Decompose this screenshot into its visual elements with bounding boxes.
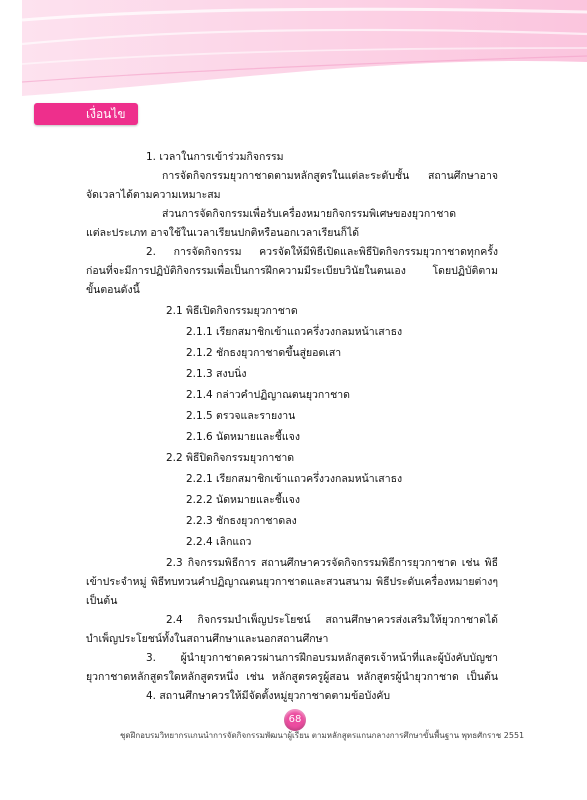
list-item: 2.2.3 ชักธงยุวกาชาดลง	[186, 515, 297, 527]
page-footer: ชุดฝึกอบรมวิทยากรแกนนำการจัดกิจกรรมพัฒนาผู้เรียน ตามหลักสูตรแกนกลางการศึกษาขั้นพื้นฐาน พุทธศักราช 2551	[120, 731, 525, 740]
paragraph-line: 1. เวลาในการเข้าร่วมกิจกรรม	[146, 151, 284, 163]
section-heading-label: เงื่อนไข	[86, 107, 126, 121]
paragraph-line: เข้าประจำหมู่ พิธีทบทวนคำปฏิญาณตนยุวกาชาดและสวนสนาม พิธีประดับเครื่องหมายต่างๆ	[86, 576, 498, 588]
paragraph-line: ก่อนที่จะมีการปฏิบัติกิจกรรมเพื่อเป็นการฝึกความมีระเบียบวินัยในตนเอง โดยปฏิบัติตาม	[86, 265, 498, 277]
paragraph-line: 4. สถานศึกษาควรให้มีจัดตั้งหมู่ยุวกาชาดตามข้อบังคับ	[146, 690, 391, 702]
paragraph-line: จัดเวลาได้ตามความเหมาะสม	[86, 189, 221, 201]
paragraph-line: ยุวกาชาดหลักสูตรใดหลักสูตรหนึ่ง เช่น หลักสูตรครูผู้สอน หลักสูตรผู้นำยุวกาชาด เป็นต้น	[86, 671, 498, 683]
list-heading: 2.2 พิธีปิดกิจกรรมยุวกาชาด	[166, 452, 295, 464]
paragraph-line: 3. ผู้นำยุวกาชาดควรผ่านการฝึกอบรมหลักสูตรเจ้าหน้าที่และผู้บังคับบัญชา	[146, 652, 498, 664]
list-item: 2.1.5 ตรวจและรายงาน	[186, 410, 296, 422]
list-item: 2.1.1 เรียกสมาชิกเข้าแถวครึ่งวงกลมหน้าเสาธง	[186, 326, 403, 338]
list-heading: 2.1 พิธีเปิดกิจกรรมยุวกาชาด	[166, 305, 298, 317]
paragraph-line: ขั้นตอนดังนี้	[86, 284, 140, 296]
list-item: 2.2.4 เลิกแถว	[186, 536, 252, 548]
list-item: 2.2.1 เรียกสมาชิกเข้าแถวครึ่งวงกลมหน้าเสาธง	[186, 473, 403, 485]
list-item: 2.2.2 นัดหมายและชี้แจง	[186, 494, 300, 506]
page-number-badge: 68	[284, 709, 306, 731]
paragraph-line: 2.4 กิจกรรมบำเพ็ญประโยชน์ สถานศึกษาควรส่งเสริมให้ยุวกาชาดได้	[166, 614, 498, 626]
paragraph-line: บำเพ็ญประโยชน์ทั้งในสถานศึกษาและนอกสถานศึกษา	[86, 633, 329, 645]
list-item: 2.1.4 กล่าวคำปฏิญาณตนยุวกาชาด	[186, 389, 350, 401]
paragraph-line: ส่วนการจัดกิจกรรมเพื่อรับเครื่องหมายกิจกรรมพิเศษของยุวกาชาด	[162, 208, 457, 220]
list-item: 2.1.2 ชักธงยุวกาชาดขึ้นสู่ยอดเสา	[186, 347, 342, 359]
paragraph-line: เป็นต้น	[86, 595, 118, 607]
paragraph-line: การจัดกิจกรรมยุวกาชาดตามหลักสูตรในแต่ละระดับชั้น สถานศึกษาอาจ	[162, 170, 498, 182]
list-item: 2.1.3 สงบนิ่ง	[186, 368, 247, 380]
paragraph-line: 2. การจัดกิจกรรม ควรจัดให้มีพิธีเปิดและพิธีปิดกิจกรรมยุวกาชาดทุกครั้ง	[146, 246, 498, 258]
paragraph-line: แต่ละประเภท อาจใช้ในเวลาเรียนปกติหรือนอกเวลาเรียนก็ได้	[86, 227, 360, 239]
paragraph-line: 2.3 กิจกรรมพิธีการ สถานศึกษาควรจัดกิจกรรมพิธีการยุวกาชาด เช่น พิธี	[166, 557, 498, 569]
list-item: 2.1.6 นัดหมายและชี้แจง	[186, 431, 300, 443]
